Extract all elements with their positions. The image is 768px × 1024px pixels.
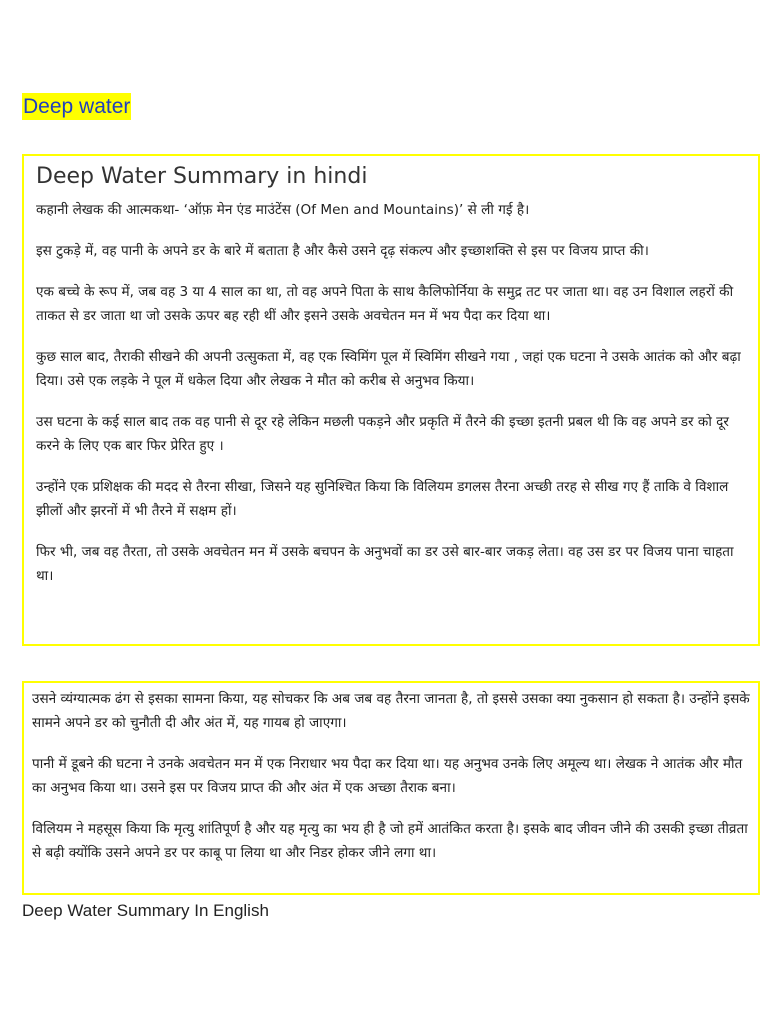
hindi-summary-continued-box: [22, 681, 760, 895]
summary-paragraph: इस टुकड़े में, वह पानी के अपने डर के बारे में बताता है और कैसे उसने दृढ़ संकल्प और इच्छाशक्ति से इस पर विजय प्राप्त की।: [36, 243, 649, 259]
summary-paragraph: फिर भी, जब वह तैरता, तो उसके अवचेतन मन में उसके बचपन के अनुभवों का डर उसे बार-बार जकड़ लेता। वह उस डर पर विजय पाना चाहता था।: [36, 544, 734, 584]
summary-paragraph: उन्होंने एक प्रशिक्षक की मदद से तैरना सीखा, जिसने यह सुनिश्चित किया कि विलियम डगलस तैरना अच्छी तरह से सीख गए हैं ताकि वे विशाल झीलों और झरनों में भी तैरने में सक्षम हों।: [36, 479, 729, 519]
page-heading: Deep water: [23, 95, 131, 118]
summary-paragraph: विलियम ने महसूस किया कि मृत्यु शांतिपूर्ण है और यह मृत्यु का भय ही है जो हमें आतंकित करता है। इसके बाद जीवन जीने की उसकी इच्छा तीव्रता से बढ़ी क्योंकि उसने अपने डर पर काबू पा लिया था और निडर होकर जीने लगा था।: [32, 821, 748, 861]
summary-paragraph: एक बच्चे के रूप में, जब वह 3 या 4 साल का था, तो वह अपने पिता के साथ कैलिफोर्निया के समुद्र तट पर जाता था। वह उन विशाल लहरों की ताकत से डर जाता था जो उसके ऊपर बह रही थीं और इसने उसके अवचेतन मन में भय पैदा कर दिया था।: [36, 284, 734, 324]
summary-paragraph: उसने व्यंग्यात्मक ढंग से इसका सामना किया, यह सोचकर कि अब जब वह तैरना जानता है, तो इससे उसका क्या नुकसान हो सकता है। उन्होंने इसके सामने अपने डर को चुनौती दी और अंत में, यह गायब हो जाएगा।: [32, 691, 750, 731]
summary-paragraph: उस घटना के कई साल बाद तक वह पानी से दूर रहे लेकिन मछली पकड़ने और प्रकृति में तैरने की इच्छा इतनी प्रबल थी कि वह अपने डर को दूर करने के लिए एक बार फिर प्रेरित हुए ।: [36, 414, 729, 454]
box-title: Deep Water Summary in hindi: [36, 164, 368, 189]
summary-paragraph: कुछ साल बाद, तैराकी सीखने की अपनी उत्सुकता में, वह एक स्विमिंग पूल में स्विमिंग सीखने गया , जहां एक घटना ने उसके आतंक को और बढ़ा दिया। उसे एक लड़के ने पूल में धकेल दिया और लेखक ने मौत को करीब से अनुभव किया।: [36, 349, 741, 389]
hindi-summary-box: [22, 154, 760, 646]
summary-paragraph: पानी में डूबने की घटना ने उनके अवचेतन मन में एक निराधार भय पैदा कर दिया था। यह अनुभव उनके लिए अमूल्य था। लेखक ने आतंक और मौत का अनुभव किया था। उसने इस पर विजय प्राप्त की और अंत में एक अच्छा तैराक बना।: [32, 756, 743, 796]
summary-paragraph: कहानी लेखक की आत्मकथा- ‘ऑफ़ मेन एंड माउंटेंस (Of Men and Mountains)’ से ली गई है।: [36, 202, 530, 218]
english-summary-heading: Deep Water Summary In English: [22, 901, 269, 920]
